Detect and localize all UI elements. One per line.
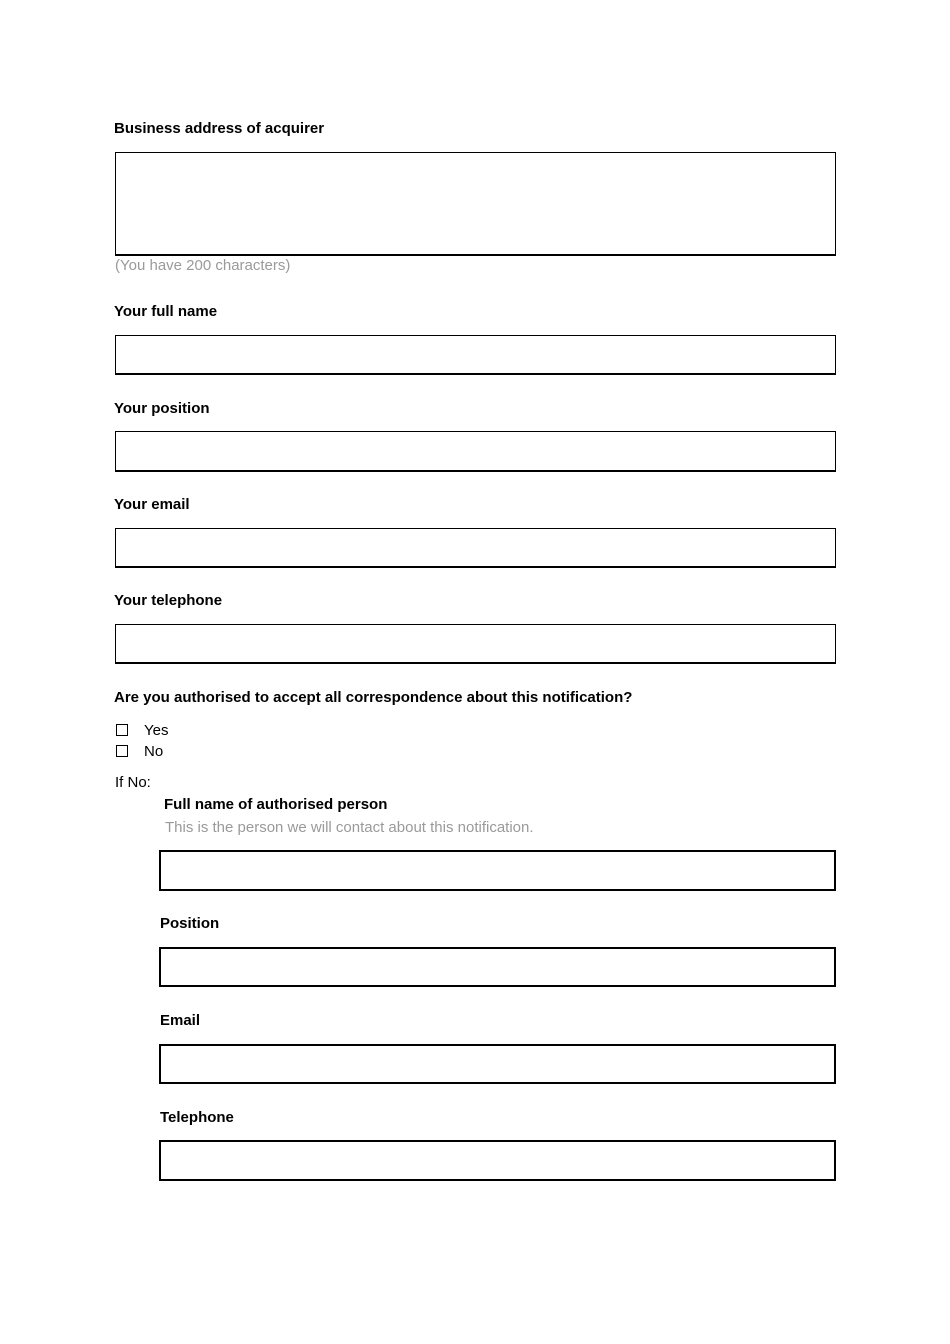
- full-name-label: Your full name: [114, 303, 218, 320]
- business-address-textarea[interactable]: [115, 152, 836, 256]
- authorised-email-input[interactable]: [159, 1044, 836, 1084]
- no-option-label[interactable]: No: [144, 743, 164, 760]
- authorised-full-name-label: Full name of authorised person: [164, 796, 388, 813]
- if-no-label: If No:: [115, 774, 151, 791]
- email-label: Your email: [114, 496, 190, 513]
- email-input[interactable]: [115, 528, 836, 568]
- authorised-telephone-label: Telephone: [160, 1109, 234, 1126]
- business-address-label: Business address of acquirer: [114, 120, 325, 137]
- authorised-email-label: Email: [160, 1012, 201, 1029]
- authorisation-question: Are you authorised to accept all correspondence about this notification?: [114, 689, 633, 706]
- authorised-position-label: Position: [160, 915, 220, 932]
- position-input[interactable]: [115, 431, 836, 472]
- character-counter: (You have 200 characters): [115, 257, 291, 274]
- full-name-input[interactable]: [115, 335, 836, 375]
- yes-checkbox[interactable]: [116, 724, 128, 736]
- no-checkbox[interactable]: [116, 745, 128, 757]
- telephone-label: Your telephone: [114, 592, 223, 609]
- yes-option-label[interactable]: Yes: [144, 722, 169, 739]
- authorised-telephone-input[interactable]: [159, 1140, 836, 1181]
- authorised-full-name-input[interactable]: [159, 850, 836, 891]
- authorised-position-input[interactable]: [159, 947, 836, 987]
- telephone-input[interactable]: [115, 624, 836, 664]
- position-label: Your position: [114, 400, 210, 417]
- authorised-full-name-hint: This is the person we will contact about this notification.: [165, 819, 534, 836]
